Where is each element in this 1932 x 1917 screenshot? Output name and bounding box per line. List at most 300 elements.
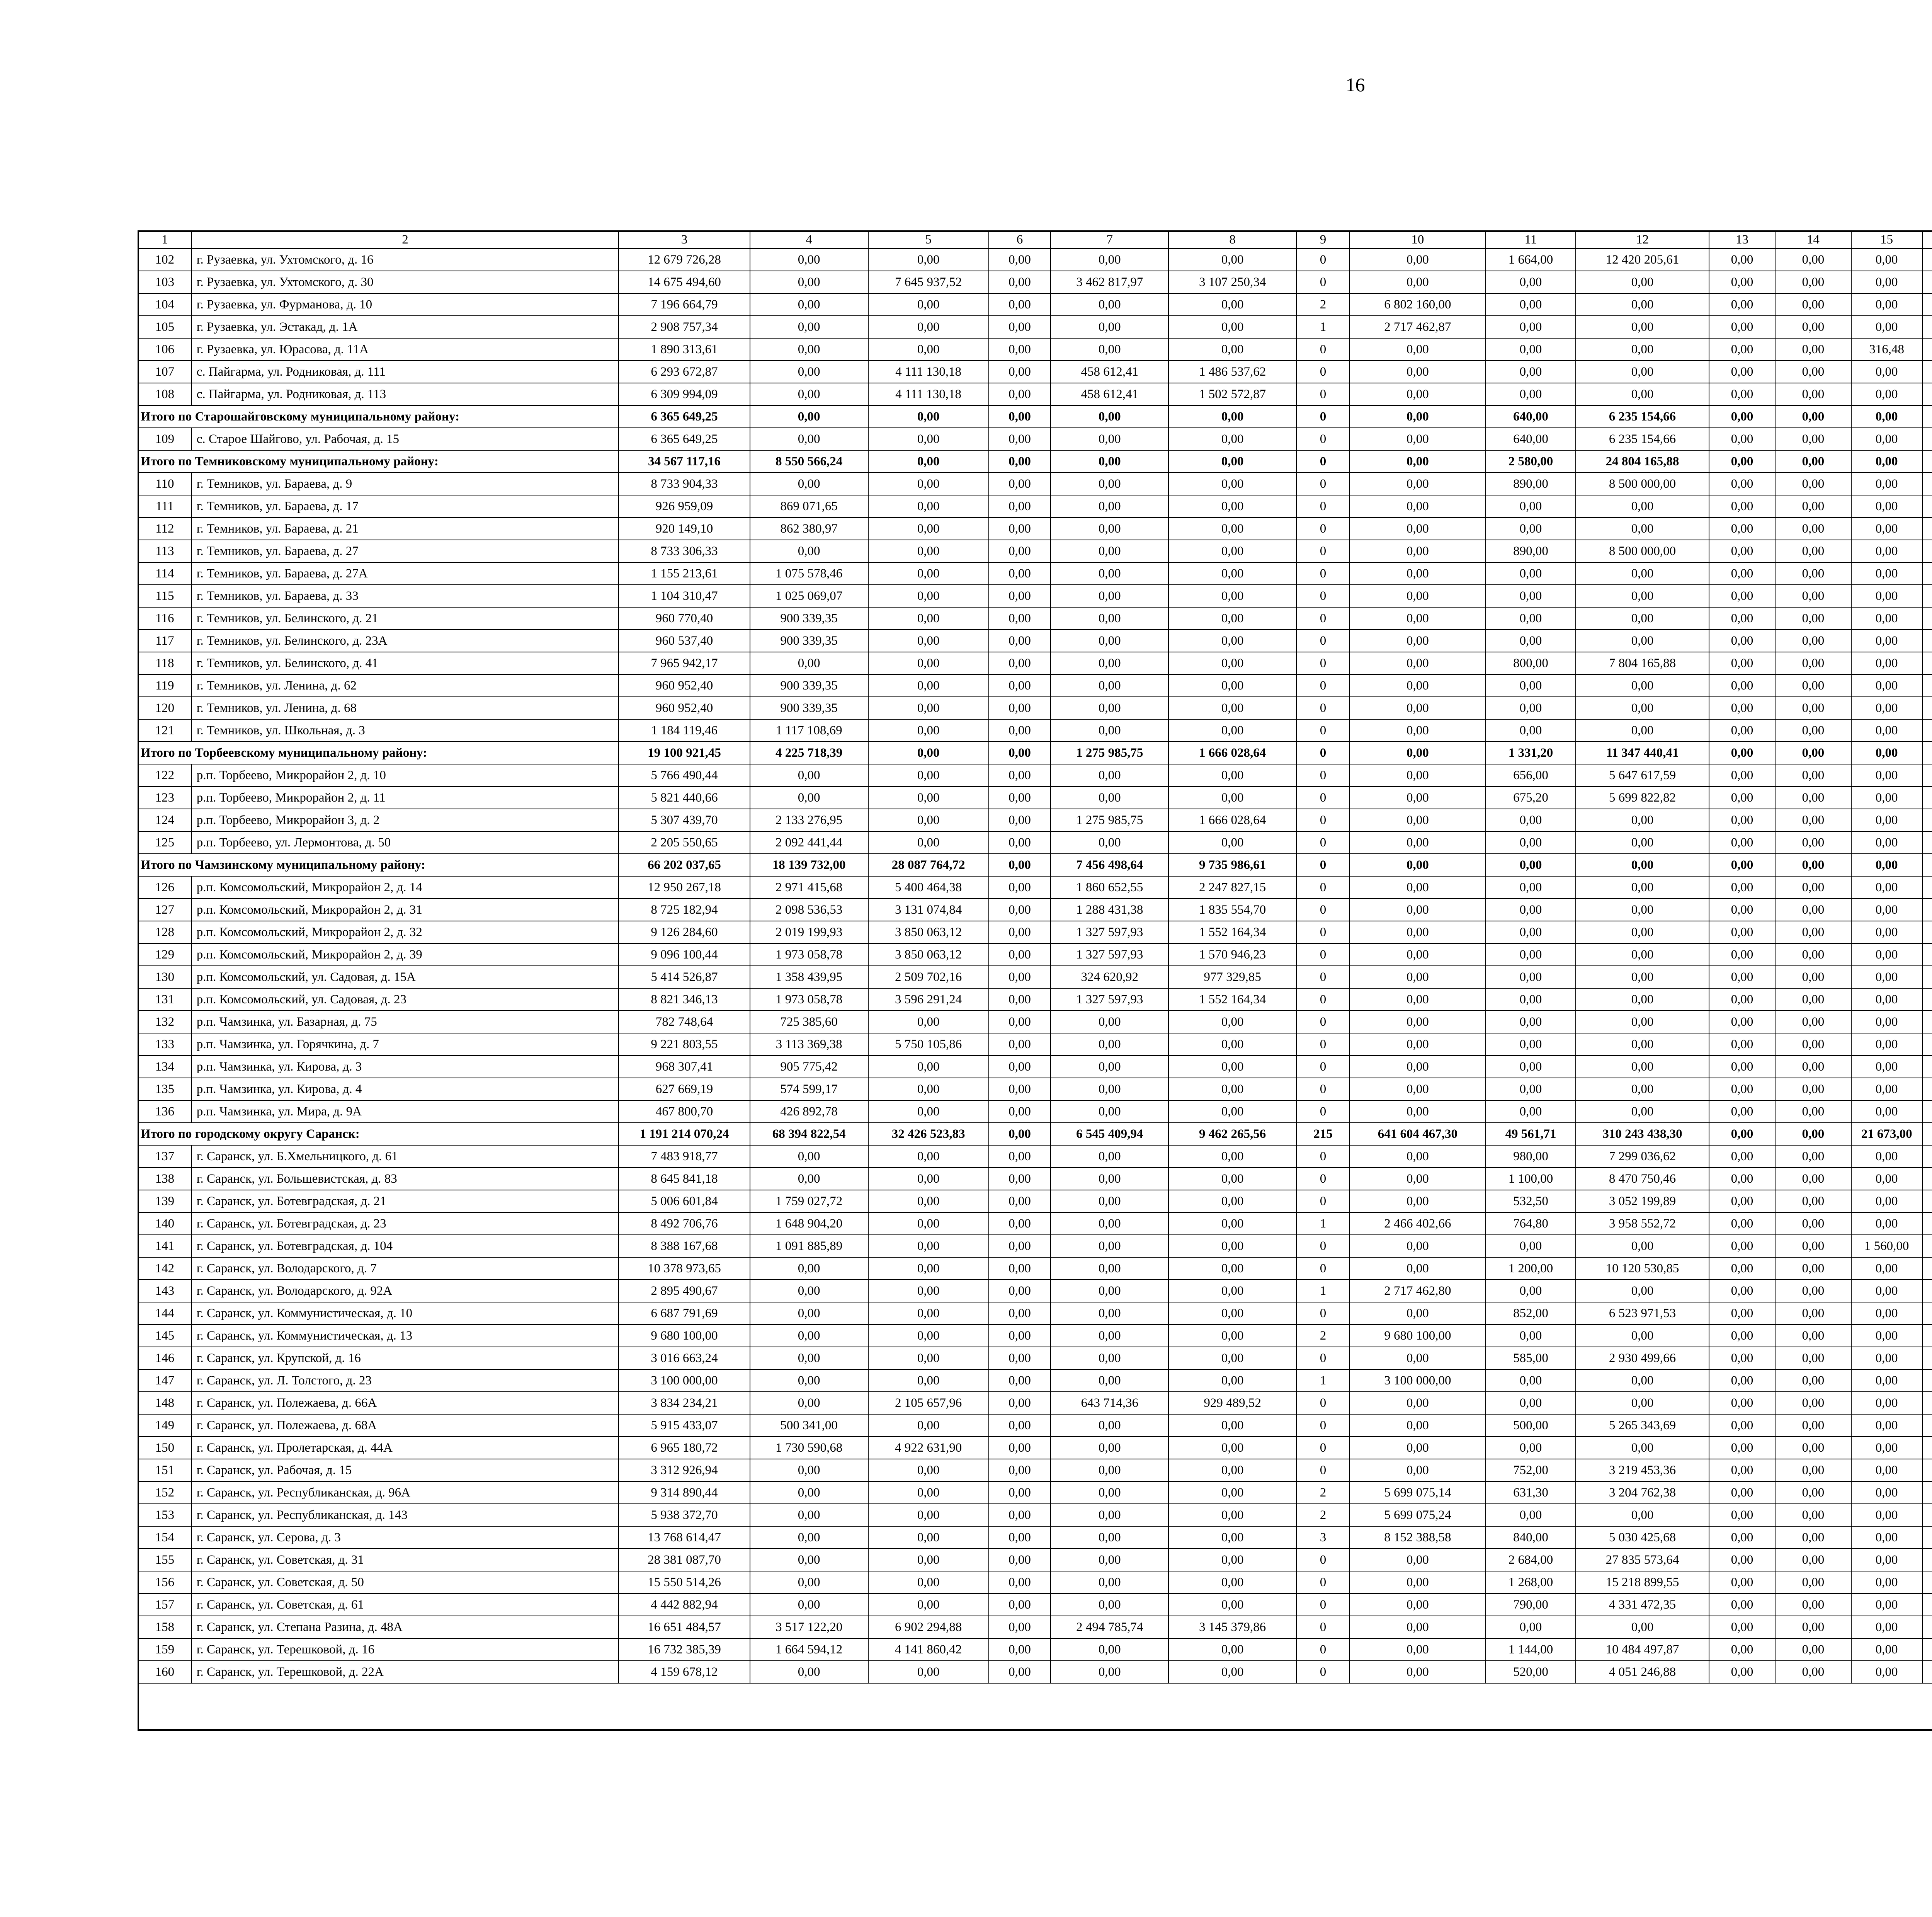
- table-cell: 3 517 122,20: [750, 1616, 868, 1638]
- table-cell: 0,00: [1709, 1302, 1775, 1325]
- table-cell: 0: [1296, 383, 1350, 405]
- column-number: 3: [619, 231, 750, 249]
- table-cell: 0,00: [1576, 1280, 1709, 1302]
- table-cell: 0,00: [1350, 1168, 1486, 1190]
- table-cell: 752,00: [1486, 1459, 1576, 1481]
- table-cell: 0,00: [989, 966, 1051, 988]
- total-row: [138, 405, 1932, 428]
- address-cell: г. Саранск, ул. Рабочая, д. 15: [192, 1459, 619, 1481]
- table-cell: 585,00: [1486, 1347, 1576, 1369]
- table-cell: 0,00: [1775, 562, 1851, 585]
- table-cell: 0,00: [1775, 674, 1851, 697]
- table-cell: 0: [1296, 1302, 1350, 1325]
- table-cell: 7 196 664,79: [619, 293, 750, 316]
- table-cell: 0,00: [1709, 1481, 1775, 1504]
- table-cell: [1922, 338, 1932, 361]
- address-cell: г. Саранск, ул. Полежаева, д. 66А: [192, 1392, 619, 1414]
- table-cell: 0,00: [989, 1056, 1051, 1078]
- table-cell: 0,00: [1709, 674, 1775, 697]
- table-cell: 0,00: [1486, 674, 1576, 697]
- table-cell: 0,00: [1851, 1437, 1922, 1459]
- address-cell: г. Рузаевка, ул. Ухтомского, д. 30: [192, 271, 619, 293]
- table-cell: 6 965 180,72: [619, 1437, 750, 1459]
- table-row: [138, 316, 1932, 338]
- table-cell: 0,00: [1709, 1347, 1775, 1369]
- table-cell: 0,00: [1486, 1325, 1576, 1347]
- table-cell: 0,00: [1486, 1100, 1576, 1123]
- table-cell: 640,00: [1486, 405, 1576, 428]
- table-cell: 0,00: [1350, 943, 1486, 966]
- column-number: [1922, 231, 1932, 249]
- table-cell: [1922, 495, 1932, 518]
- table-cell: 0,00: [1775, 1123, 1851, 1145]
- table-cell: [1922, 1078, 1932, 1100]
- table-row: [138, 921, 1932, 943]
- column-number: 4: [750, 231, 868, 249]
- address-cell: р.п. Торбеево, Микрорайон 2, д. 10: [192, 764, 619, 787]
- table-cell: 0,00: [1775, 630, 1851, 652]
- table-row: [138, 338, 1932, 361]
- table-cell: 0,00: [1350, 473, 1486, 495]
- table-cell: 0,00: [1168, 249, 1296, 271]
- table-cell: 0,00: [1486, 1616, 1576, 1638]
- table-row: [138, 1235, 1932, 1257]
- table-cell: 0,00: [1709, 742, 1775, 764]
- table-cell: 0,00: [1486, 361, 1576, 383]
- table-row: [138, 1571, 1932, 1594]
- table-cell: 0,00: [1709, 607, 1775, 630]
- table-cell: 631,30: [1486, 1481, 1576, 1504]
- table-cell: 0,00: [750, 293, 868, 316]
- table-cell: 0,00: [1576, 1369, 1709, 1392]
- table-cell: 0,00: [989, 1414, 1051, 1437]
- address-cell: г. Саранск, ул. Большевистская, д. 83: [192, 1168, 619, 1190]
- table-cell: 0,00: [989, 652, 1051, 674]
- table-row: [138, 495, 1932, 518]
- table-cell: 0,00: [750, 540, 868, 562]
- table-cell: 11 347 440,41: [1576, 742, 1709, 764]
- table-row: [138, 1257, 1932, 1280]
- table-cell: 1 502 572,87: [1168, 383, 1296, 405]
- table-cell: 0,00: [1709, 495, 1775, 518]
- table-cell: 0,00: [1350, 876, 1486, 899]
- table-cell: 0,00: [1709, 1235, 1775, 1257]
- table-cell: [1922, 383, 1932, 405]
- table-cell: 840,00: [1486, 1526, 1576, 1549]
- table-cell: 574 599,17: [750, 1078, 868, 1100]
- table-cell: 0,00: [1486, 338, 1576, 361]
- table-cell: 0,00: [1775, 1616, 1851, 1638]
- table-cell: 7 645 937,52: [868, 271, 989, 293]
- table-cell: 929 489,52: [1168, 1392, 1296, 1414]
- table-cell: 0: [1296, 495, 1350, 518]
- table-cell: 0,00: [1775, 652, 1851, 674]
- table-row: [138, 652, 1932, 674]
- table-cell: 0,00: [1350, 540, 1486, 562]
- table-cell: 0,00: [1168, 518, 1296, 540]
- table-cell: 2 971 415,68: [750, 876, 868, 899]
- table-cell: 0: [1296, 1257, 1350, 1280]
- table-cell: 0,00: [989, 585, 1051, 607]
- table-cell: 0,00: [1486, 1504, 1576, 1526]
- table-cell: 114: [138, 562, 192, 585]
- table-cell: 0,00: [750, 787, 868, 809]
- table-row: [138, 787, 1932, 809]
- table-cell: 8 388 167,68: [619, 1235, 750, 1257]
- table-cell: 1 552 164,34: [1168, 988, 1296, 1011]
- table-cell: 21 673,00: [1851, 1123, 1922, 1145]
- table-cell: [1922, 1481, 1932, 1504]
- table-cell: 764,80: [1486, 1212, 1576, 1235]
- table-cell: 0,00: [1709, 562, 1775, 585]
- table-cell: 157: [138, 1594, 192, 1616]
- table-cell: 0,00: [1051, 473, 1168, 495]
- table-cell: 5 766 490,44: [619, 764, 750, 787]
- table-cell: 0,00: [1576, 495, 1709, 518]
- address-cell: р.п. Чамзинка, ул. Кирова, д. 3: [192, 1056, 619, 1078]
- table-row: [138, 630, 1932, 652]
- table-cell: 0,00: [1051, 1078, 1168, 1100]
- table-cell: 0,00: [1051, 405, 1168, 428]
- table-cell: 0: [1296, 1638, 1350, 1661]
- table-cell: 0,00: [1851, 652, 1922, 674]
- table-cell: 0,00: [868, 293, 989, 316]
- table-cell: 5 400 464,38: [868, 876, 989, 899]
- table-cell: 0: [1296, 1571, 1350, 1594]
- table-cell: 0,00: [1709, 899, 1775, 921]
- table-cell: 6 802 160,00: [1350, 293, 1486, 316]
- table-cell: 0,00: [1851, 966, 1922, 988]
- table-cell: 0,00: [1350, 271, 1486, 293]
- table-cell: 103: [138, 271, 192, 293]
- table-cell: 0,00: [1051, 1414, 1168, 1437]
- table-cell: 0,00: [1350, 652, 1486, 674]
- table-cell: 0: [1296, 1594, 1350, 1616]
- table-cell: 32 426 523,83: [868, 1123, 989, 1145]
- table-cell: 0,00: [989, 1100, 1051, 1123]
- table-cell: 0,00: [1709, 809, 1775, 831]
- table-cell: [1922, 966, 1932, 988]
- table-cell: 0: [1296, 405, 1350, 428]
- table-cell: 532,50: [1486, 1190, 1576, 1212]
- table-cell: 147: [138, 1369, 192, 1392]
- total-row: [138, 450, 1932, 473]
- table-cell: 0: [1296, 674, 1350, 697]
- table-cell: 0,00: [1350, 338, 1486, 361]
- column-number: 5: [868, 231, 989, 249]
- table-cell: [1922, 540, 1932, 562]
- address-cell: г. Рузаевка, ул. Эстакад, д. 1А: [192, 316, 619, 338]
- table-cell: 0,00: [1851, 719, 1922, 742]
- total-label: Итого по Торбеевскому муниципальному району:: [138, 742, 619, 764]
- table-cell: 0,00: [868, 1190, 989, 1212]
- table-cell: 0,00: [1851, 1033, 1922, 1056]
- table-cell: 0,00: [868, 809, 989, 831]
- table-cell: 0,00: [1576, 1056, 1709, 1078]
- table-cell: 0,00: [1350, 1011, 1486, 1033]
- table-cell: 467 800,70: [619, 1100, 750, 1123]
- table-cell: 0,00: [989, 1235, 1051, 1257]
- table-cell: 0,00: [1851, 809, 1922, 831]
- table-cell: 2 466 402,66: [1350, 1212, 1486, 1235]
- table-cell: 0,00: [1576, 1504, 1709, 1526]
- table-row: [138, 966, 1932, 988]
- table-cell: 0,00: [1709, 854, 1775, 876]
- table-cell: 968 307,41: [619, 1056, 750, 1078]
- table-cell: 0,00: [750, 1526, 868, 1549]
- table-cell: 0: [1296, 1190, 1350, 1212]
- table-cell: 0,00: [868, 1504, 989, 1526]
- table-cell: 0,00: [868, 674, 989, 697]
- table-cell: 2 717 462,80: [1350, 1280, 1486, 1302]
- table-cell: [1922, 899, 1932, 921]
- table-cell: 0,00: [868, 787, 989, 809]
- table-cell: 0,00: [1168, 450, 1296, 473]
- table-cell: 0,00: [1775, 1549, 1851, 1571]
- table-cell: 3 131 074,84: [868, 899, 989, 921]
- table-cell: 1: [1296, 1280, 1350, 1302]
- table-cell: 0,00: [989, 361, 1051, 383]
- table-cell: 8 500 000,00: [1576, 540, 1709, 562]
- table-cell: 0,00: [868, 405, 989, 428]
- table-cell: 0,00: [1775, 1414, 1851, 1437]
- table-cell: 0,00: [1709, 473, 1775, 495]
- table-cell: 0: [1296, 719, 1350, 742]
- table-cell: 0: [1296, 876, 1350, 899]
- table-cell: 215: [1296, 1123, 1350, 1145]
- address-cell: р.п. Комсомольский, ул. Садовая, д. 23: [192, 988, 619, 1011]
- table-cell: 0,00: [1851, 428, 1922, 450]
- table-cell: 0,00: [1168, 1033, 1296, 1056]
- table-cell: 24 804 165,88: [1576, 450, 1709, 473]
- table-cell: 0,00: [989, 630, 1051, 652]
- table-cell: [1922, 742, 1932, 764]
- table-cell: 0,00: [1851, 1481, 1922, 1504]
- table-row: [138, 1661, 1932, 1683]
- table-cell: [1922, 1168, 1932, 1190]
- table-row: [138, 249, 1932, 271]
- address-cell: р.п. Торбеево, Микрорайон 3, д. 2: [192, 809, 619, 831]
- table-cell: 0,00: [1168, 831, 1296, 854]
- table-cell: 0,00: [989, 1526, 1051, 1549]
- table-cell: 0: [1296, 988, 1350, 1011]
- table-cell: 0,00: [989, 988, 1051, 1011]
- table-cell: 0: [1296, 607, 1350, 630]
- table-cell: 0,00: [1350, 1145, 1486, 1168]
- table-cell: 148: [138, 1392, 192, 1414]
- table-cell: 0,00: [750, 1145, 868, 1168]
- address-cell: г. Темников, ул. Школьная, д. 3: [192, 719, 619, 742]
- table-cell: 0,00: [868, 1078, 989, 1100]
- table-cell: 14 675 494,60: [619, 271, 750, 293]
- table-cell: 0,00: [1709, 405, 1775, 428]
- table-cell: 0,00: [989, 338, 1051, 361]
- table-row: [138, 1526, 1932, 1549]
- table-cell: 2 494 785,74: [1051, 1616, 1168, 1638]
- table-cell: 15 218 899,55: [1576, 1571, 1709, 1594]
- table-cell: 0,00: [989, 1481, 1051, 1504]
- table-cell: 0,00: [1350, 607, 1486, 630]
- table-cell: 0,00: [1051, 1369, 1168, 1392]
- table-cell: 0,00: [989, 495, 1051, 518]
- table-cell: 7 456 498,64: [1051, 854, 1168, 876]
- table-cell: 0,00: [1851, 1392, 1922, 1414]
- table-cell: 0,00: [1775, 697, 1851, 719]
- table-cell: 0,00: [1709, 540, 1775, 562]
- table-cell: 0,00: [1051, 831, 1168, 854]
- table-cell: 0,00: [1051, 518, 1168, 540]
- table-cell: 9 680 100,00: [619, 1325, 750, 1347]
- table-cell: 0,00: [989, 1011, 1051, 1033]
- table-cell: 0,00: [989, 742, 1051, 764]
- table-cell: 0,00: [1775, 1661, 1851, 1683]
- table-cell: 0,00: [1775, 1347, 1851, 1369]
- address-cell: г. Саранск, ул. Крупской, д. 16: [192, 1347, 619, 1369]
- table-cell: 9 221 803,55: [619, 1033, 750, 1056]
- address-cell: с. Пайгарма, ул. Родниковая, д. 111: [192, 361, 619, 383]
- table-cell: 0,00: [1051, 1302, 1168, 1325]
- table-cell: 0,00: [1051, 1481, 1168, 1504]
- table-cell: 0,00: [1851, 473, 1922, 495]
- table-cell: 0,00: [989, 1504, 1051, 1526]
- table-cell: 0,00: [1775, 1190, 1851, 1212]
- table-cell: 12 420 205,61: [1576, 249, 1709, 271]
- total-row: [138, 854, 1932, 876]
- table-cell: 0,00: [750, 652, 868, 674]
- table-cell: 8 500 000,00: [1576, 473, 1709, 495]
- table-cell: 0,00: [1851, 1526, 1922, 1549]
- table-cell: 0: [1296, 943, 1350, 966]
- table-cell: 0,00: [1576, 1437, 1709, 1459]
- table-cell: 1 327 597,93: [1051, 943, 1168, 966]
- table-row: [138, 271, 1932, 293]
- table-cell: 0,00: [1350, 1056, 1486, 1078]
- table-cell: 960 952,40: [619, 697, 750, 719]
- table-cell: 0,00: [1775, 1257, 1851, 1280]
- table-cell: 134: [138, 1056, 192, 1078]
- table-cell: 0,00: [868, 1549, 989, 1571]
- table-cell: 0,00: [1576, 1011, 1709, 1033]
- table-cell: 0,00: [1775, 876, 1851, 899]
- table-cell: 0,00: [1350, 361, 1486, 383]
- table-cell: 0,00: [989, 1459, 1051, 1481]
- table-cell: 0,00: [1168, 719, 1296, 742]
- address-cell: р.п. Чамзинка, ул. Горячкина, д. 7: [192, 1033, 619, 1056]
- table-cell: [1922, 1526, 1932, 1549]
- table-cell: 0,00: [1709, 1414, 1775, 1437]
- table-cell: 0,00: [1168, 1325, 1296, 1347]
- table-cell: 1 759 027,72: [750, 1190, 868, 1212]
- table-cell: 0,00: [989, 473, 1051, 495]
- table-cell: [1922, 405, 1932, 428]
- table-cell: 3 204 762,38: [1576, 1481, 1709, 1504]
- table-cell: 0,00: [989, 1392, 1051, 1414]
- address-cell: г. Саранск, ул. Советская, д. 50: [192, 1571, 619, 1594]
- table-cell: 117: [138, 630, 192, 652]
- table-cell: 0,00: [1051, 1526, 1168, 1549]
- table-cell: 0,00: [1350, 383, 1486, 405]
- table-cell: 4 331 472,35: [1576, 1594, 1709, 1616]
- table-cell: 0,00: [1851, 1145, 1922, 1168]
- table-cell: 5 307 439,70: [619, 809, 750, 831]
- table-cell: 0: [1296, 338, 1350, 361]
- table-cell: 0,00: [1051, 607, 1168, 630]
- table-cell: 118: [138, 652, 192, 674]
- table-cell: 0,00: [1486, 271, 1576, 293]
- table-cell: 0,00: [1576, 1078, 1709, 1100]
- table-cell: 5 821 440,66: [619, 787, 750, 809]
- address-cell: г. Саранск, ул. Коммунистическая, д. 13: [192, 1325, 619, 1347]
- table-cell: 0,00: [989, 876, 1051, 899]
- table-cell: 0,00: [1709, 1616, 1775, 1638]
- table-cell: 121: [138, 719, 192, 742]
- table-cell: 6 902 294,88: [868, 1616, 989, 1638]
- address-cell: г. Темников, ул. Бараева, д. 27А: [192, 562, 619, 585]
- table-cell: 0,00: [868, 495, 989, 518]
- table-cell: 7 965 942,17: [619, 652, 750, 674]
- table-cell: 0,00: [1851, 1056, 1922, 1078]
- table-cell: 0,00: [1350, 405, 1486, 428]
- table-cell: 0,00: [1168, 1280, 1296, 1302]
- table-cell: 0,00: [1350, 1616, 1486, 1638]
- table-cell: 0,00: [1709, 383, 1775, 405]
- table-cell: 0,00: [1775, 719, 1851, 742]
- table-cell: 0,00: [750, 1661, 868, 1683]
- table-cell: 0,00: [1486, 854, 1576, 876]
- table-cell: 0,00: [1775, 1302, 1851, 1325]
- table-cell: 0,00: [750, 1168, 868, 1190]
- table-cell: 0,00: [1709, 316, 1775, 338]
- table-cell: 2 092 441,44: [750, 831, 868, 854]
- table-cell: 0,00: [1576, 316, 1709, 338]
- table-cell: 153: [138, 1504, 192, 1526]
- table-cell: 3 145 379,86: [1168, 1616, 1296, 1638]
- table-cell: 0,00: [750, 1325, 868, 1347]
- table-cell: 0,00: [1851, 1302, 1922, 1325]
- address-cell: г. Рузаевка, ул. Ухтомского, д. 16: [192, 249, 619, 271]
- table-cell: 5 006 601,84: [619, 1190, 750, 1212]
- table-cell: 0,00: [1051, 1011, 1168, 1033]
- table-cell: 0,00: [1851, 562, 1922, 585]
- table-cell: 0,00: [1051, 719, 1168, 742]
- table-cell: 9 126 284,60: [619, 921, 750, 943]
- table-row: [138, 1459, 1932, 1481]
- table-row: [138, 899, 1932, 921]
- table-cell: 0,00: [1851, 607, 1922, 630]
- table-cell: 0,00: [1168, 1414, 1296, 1437]
- table-cell: 0,00: [1576, 876, 1709, 899]
- table-cell: 102: [138, 249, 192, 271]
- table-cell: 0,00: [1168, 1235, 1296, 1257]
- table-cell: 0,00: [1486, 1078, 1576, 1100]
- table-cell: 0,00: [868, 428, 989, 450]
- table-cell: 144: [138, 1302, 192, 1325]
- table-cell: 0,00: [1851, 988, 1922, 1011]
- table-cell: 0,00: [868, 450, 989, 473]
- table-cell: 6 545 409,94: [1051, 1123, 1168, 1145]
- table-cell: 0,00: [750, 1392, 868, 1414]
- table-cell: 0,00: [1576, 831, 1709, 854]
- address-cell: р.п. Комсомольский, Микрорайон 2, д. 32: [192, 921, 619, 943]
- table-row: [138, 1392, 1932, 1414]
- table-cell: 0,00: [1576, 585, 1709, 607]
- table-cell: 5 030 425,68: [1576, 1526, 1709, 1549]
- address-cell: г. Саранск, ул. Степана Разина, д. 48А: [192, 1616, 619, 1638]
- table-cell: 0,00: [1051, 674, 1168, 697]
- table-cell: 0,00: [1168, 1190, 1296, 1212]
- table-cell: [1922, 1504, 1932, 1526]
- table-cell: 3 462 817,97: [1051, 271, 1168, 293]
